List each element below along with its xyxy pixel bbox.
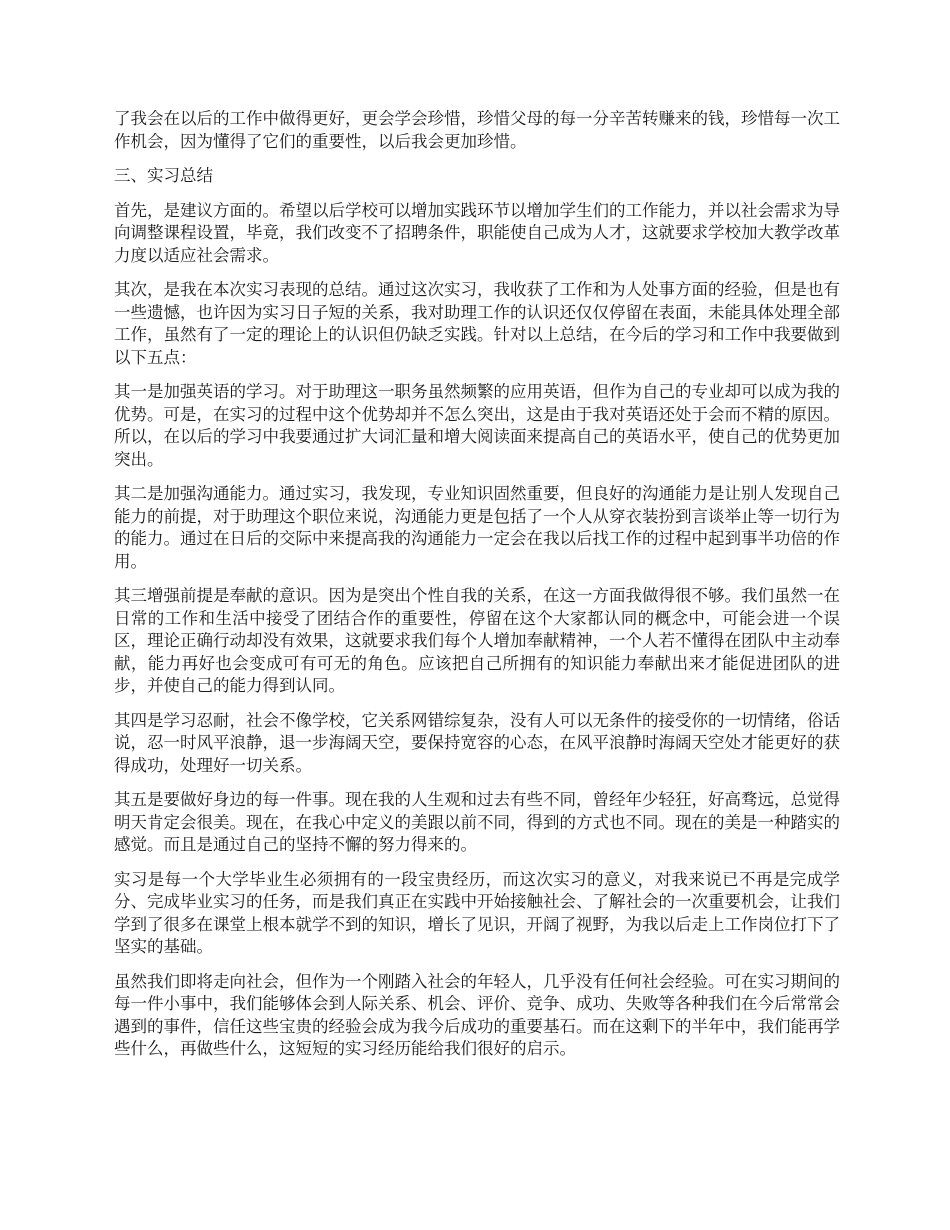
paragraph-intro-continuation: 了我会在以后的工作中做得更好，更会学会珍惜，珍惜父母的每一分辛苦转赚来的钱，珍惜每一次工作机会，因为懂得了它们的重要性，以后我会更加珍惜。 [114, 109, 840, 151]
paragraph-point-one-english: 其一是加强英语的学习。对于助理这一职务虽然频繁的应用英语，但作为自己的专业却可以成为我的优势。可是，在实习的过程中这个优势却并不怎么突出，这是由于我对英语还处于会而不精的原因。所以，在以后的学习中我要通过扩大词汇量和增大阅读面来提高自己的英语水平，使自己的优势更加突出。 [114, 382, 840, 469]
paragraph-suggestions: 首先，是建议方面的。希望以后学校可以增加实践环节以增加学生们的工作能力，并以社会需求为导向调整课程设置，毕竟，我们改变不了招聘条件，职能使自己成为人才，这就要求学校加大教学改革力度以适应社会需求。 [114, 200, 840, 265]
paragraph-point-three-dedication: 其三增强前提是奉献的意识。因为是突出个性自我的关系，在这一方面我做得很不够。我们虽然一在日常的工作和生活中接受了团结合作的重要性，停留在这个大家都认同的概念中，可能会进一个误区，理论正确行动却没有效果，这就要求我们每个人增加奉献精神，一个人若不懂得在团队中主动奉献，能力再好也会变成可有可无的角色。应该把自己所拥有的知识能力奉献出来才能促进团队的进步，并使自己的能力得到认同。 [114, 586, 840, 695]
section-heading-internship-summary: 三、实习总结 [114, 166, 213, 185]
paragraph-point-five-everyday-tasks: 其五是要做好身边的每一件事。现在我的人生观和过去有些不同，曾经年少轻狂，好高骛远，总觉得明天肯定会很美。现在，在我心中定义的美跟以前不同，得到的方式也不同。现在的美是一种踏实的感觉。而且是通过自己的坚持不懈的努力得来的。 [114, 790, 840, 854]
paragraph-performance-summary: 其次，是我在本次实习表现的总结。通过这次实习，我收获了工作和为人处事方面的经验，但是也有一些遗憾，也许因为实习日子短的关系，我对助理工作的认识还仅仅停留在表面，未能具体处理全部工作，虽然有了一定的理论上的认识但仍缺乏实践。针对以上总结，在今后的学习和工作中我要做到以下五点： [114, 280, 840, 367]
paragraph-point-two-communication: 其二是加强沟通能力。通过实习，我发现，专业知识固然重要，但良好的沟通能力是让别人发现自己能力的前提，对于助理这个职位来说，沟通能力更是包括了一个人从穿衣装扮到言谈举止等一切行为的能力。通过在日后的交际中来提高我的沟通能力一定会在我以后找工作的过程中起到事半功倍的作用。 [114, 484, 840, 571]
document-body [114, 108, 840, 1073]
paragraph-closing-reflection: 虽然我们即将走向社会，但作为一个刚踏入社会的年轻人，几乎没有任何社会经验。可在实习期间的每一件小事中，我们能够体会到人际关系、机会、评价、竞争、成功、失败等各种我们在今后常常会遇到的事件，信任这些宝贵的经验会成为我今后成功的重要基石。而在这剩下的半年中，我们能再学些什么，再做些什么，这短短的实习经历能给我们很好的启示。 [114, 971, 840, 1058]
paragraph-point-four-patience: 其四是学习忍耐，社会不像学校，它关系网错综复杂，没有人可以无条件的接受你的一切情绪，俗话说，忍一时风平浪静，退一步海阔天空，要保持宽容的心态，在风平浪静时海阔天空处才能更好的获得成功，处理好一切关系。 [114, 710, 840, 775]
paragraph-internship-significance: 实习是每一个大学毕业生必须拥有的一段宝贵经历，而这次实习的意义，对我来说已不再是完成学分、完成毕业实习的任务，而是我们真正在实践中开始接触社会、了解社会的一次重要机会，让我们学到了很多在课堂上根本就学不到的知识，增长了见识，开阔了视野，为我以后走上工作岗位打下了坚实的基础。 [114, 869, 840, 956]
